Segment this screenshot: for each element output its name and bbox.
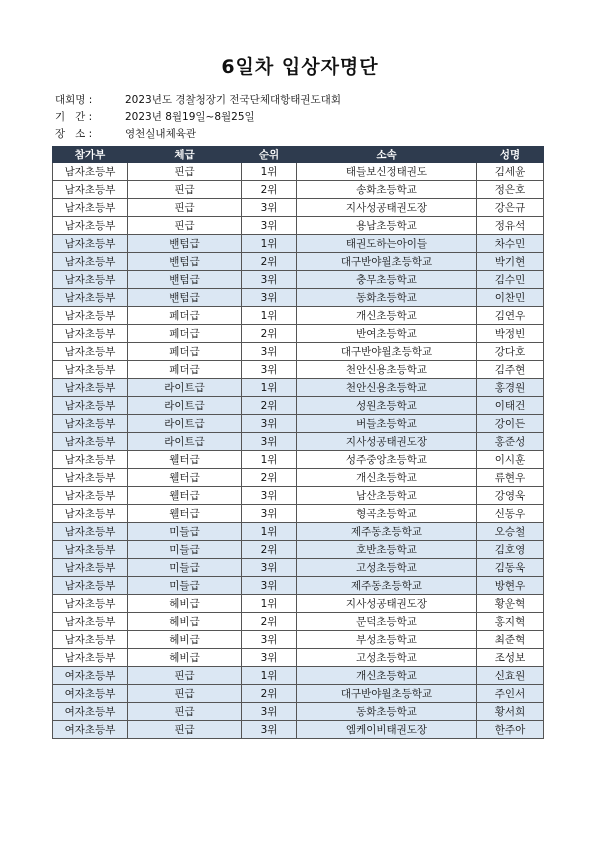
table-row [53, 379, 544, 397]
cell-division: 여자초등부 [53, 703, 128, 721]
cell-weight-class: 페더급 [128, 361, 242, 379]
cell-weight-class: 핀급 [128, 181, 242, 199]
cell-name: 한주아 [477, 721, 544, 739]
table-row [53, 703, 544, 721]
cell-affiliation: 고성초등학교 [297, 649, 477, 667]
table-row [53, 559, 544, 577]
cell-division: 남자초등부 [53, 379, 128, 397]
table-row [53, 451, 544, 469]
info-row-period [55, 109, 341, 126]
cell-name: 최준혁 [477, 631, 544, 649]
table-row [53, 433, 544, 451]
cell-weight-class: 핀급 [128, 703, 242, 721]
cell-weight-class: 라이트급 [128, 397, 242, 415]
table-row [53, 541, 544, 559]
cell-rank: 2위 [242, 613, 297, 631]
header-rank: 순위 [242, 147, 297, 163]
cell-name: 강이든 [477, 415, 544, 433]
cell-name: 홍지혁 [477, 613, 544, 631]
winners-table [52, 146, 544, 739]
cell-weight-class: 밴텀급 [128, 253, 242, 271]
info-value: 2023년 8월19일~8월25일 [125, 111, 255, 123]
cell-rank: 1위 [242, 163, 297, 181]
cell-rank: 3위 [242, 217, 297, 235]
cell-affiliation: 대구반야월초등학교 [297, 253, 477, 271]
page-title: 6일차 입상자명단 [221, 56, 379, 78]
cell-weight-class: 미들급 [128, 523, 242, 541]
cell-division: 남자초등부 [53, 415, 128, 433]
cell-weight-class: 라이트급 [128, 415, 242, 433]
cell-weight-class: 핀급 [128, 199, 242, 217]
cell-affiliation: 천안신용초등학교 [297, 361, 477, 379]
table-row [53, 343, 544, 361]
cell-rank: 1위 [242, 451, 297, 469]
cell-division: 남자초등부 [53, 541, 128, 559]
cell-name: 이찬민 [477, 289, 544, 307]
cell-rank: 3위 [242, 577, 297, 595]
table-row [53, 595, 544, 613]
table-row [53, 325, 544, 343]
cell-name: 조성보 [477, 649, 544, 667]
cell-division: 남자초등부 [53, 433, 128, 451]
cell-name: 이시훈 [477, 451, 544, 469]
cell-rank: 3위 [242, 505, 297, 523]
cell-weight-class: 밴텀급 [128, 271, 242, 289]
cell-division: 남자초등부 [53, 631, 128, 649]
cell-weight-class: 헤비급 [128, 649, 242, 667]
cell-division: 남자초등부 [53, 253, 128, 271]
cell-name: 김호영 [477, 541, 544, 559]
cell-affiliation: 대구반야월초등학교 [297, 685, 477, 703]
header-division: 참가부 [53, 147, 128, 163]
cell-division: 남자초등부 [53, 559, 128, 577]
cell-affiliation: 태권도하는아이들 [297, 235, 477, 253]
cell-affiliation: 성원초등학교 [297, 397, 477, 415]
cell-name: 홍준성 [477, 433, 544, 451]
cell-weight-class: 밴텀급 [128, 235, 242, 253]
cell-affiliation: 개신초등학교 [297, 667, 477, 685]
cell-division: 남자초등부 [53, 199, 128, 217]
cell-name: 김주현 [477, 361, 544, 379]
cell-rank: 3위 [242, 415, 297, 433]
cell-affiliation: 개신초등학교 [297, 469, 477, 487]
cell-division: 남자초등부 [53, 307, 128, 325]
cell-division: 남자초등부 [53, 613, 128, 631]
header-weight-class: 체급 [128, 147, 242, 163]
cell-division: 남자초등부 [53, 181, 128, 199]
cell-affiliation: 제주동초등학교 [297, 577, 477, 595]
cell-rank: 2위 [242, 685, 297, 703]
cell-affiliation: 버들초등학교 [297, 415, 477, 433]
cell-division: 남자초등부 [53, 361, 128, 379]
cell-division: 남자초등부 [53, 595, 128, 613]
cell-weight-class: 웰터급 [128, 505, 242, 523]
table-row [53, 631, 544, 649]
table-row [53, 235, 544, 253]
table-row [53, 487, 544, 505]
cell-rank: 1위 [242, 235, 297, 253]
cell-rank: 3위 [242, 433, 297, 451]
cell-affiliation: 문덕초등학교 [297, 613, 477, 631]
cell-affiliation: 천안신용초등학교 [297, 379, 477, 397]
table-row [53, 649, 544, 667]
cell-weight-class: 핀급 [128, 217, 242, 235]
cell-rank: 3위 [242, 631, 297, 649]
cell-rank: 1위 [242, 379, 297, 397]
cell-rank: 3위 [242, 649, 297, 667]
cell-name: 김수민 [477, 271, 544, 289]
cell-name: 김세윤 [477, 163, 544, 181]
table-row [53, 271, 544, 289]
table-row [53, 505, 544, 523]
cell-name: 주인서 [477, 685, 544, 703]
cell-weight-class: 헤비급 [128, 613, 242, 631]
table-header-row [53, 147, 544, 163]
event-info [55, 92, 341, 143]
cell-affiliation: 반여초등학교 [297, 325, 477, 343]
cell-weight-class: 미들급 [128, 541, 242, 559]
cell-division: 남자초등부 [53, 451, 128, 469]
cell-rank: 1위 [242, 667, 297, 685]
cell-weight-class: 핀급 [128, 667, 242, 685]
cell-weight-class: 웰터급 [128, 451, 242, 469]
cell-weight-class: 웰터급 [128, 469, 242, 487]
cell-division: 남자초등부 [53, 163, 128, 181]
cell-affiliation: 충무초등학교 [297, 271, 477, 289]
cell-affiliation: 엠케이비태권도장 [297, 721, 477, 739]
cell-weight-class: 밴텀급 [128, 289, 242, 307]
table-row [53, 163, 544, 181]
table-row [53, 181, 544, 199]
cell-name: 신효원 [477, 667, 544, 685]
cell-rank: 1위 [242, 595, 297, 613]
info-row-event-name [55, 92, 341, 109]
cell-rank: 3위 [242, 361, 297, 379]
cell-affiliation: 제주동초등학교 [297, 523, 477, 541]
info-value: 영천실내체육관 [125, 128, 197, 140]
table-row [53, 613, 544, 631]
cell-affiliation: 성주중앙초등학교 [297, 451, 477, 469]
cell-affiliation: 부성초등학교 [297, 631, 477, 649]
table-row [53, 397, 544, 415]
cell-weight-class: 미들급 [128, 577, 242, 595]
cell-name: 정유석 [477, 217, 544, 235]
cell-division: 남자초등부 [53, 235, 128, 253]
cell-rank: 3위 [242, 559, 297, 577]
cell-name: 김연우 [477, 307, 544, 325]
cell-affiliation: 태들보신정태권도 [297, 163, 477, 181]
cell-weight-class: 헤비급 [128, 595, 242, 613]
info-value: 2023년도 경찰청장기 전국단체대항태권도대회 [125, 94, 341, 106]
cell-division: 여자초등부 [53, 667, 128, 685]
table-row [53, 361, 544, 379]
table-row [53, 721, 544, 739]
cell-division: 남자초등부 [53, 523, 128, 541]
cell-name: 신동우 [477, 505, 544, 523]
cell-weight-class: 페더급 [128, 343, 242, 361]
cell-name: 홍경원 [477, 379, 544, 397]
cell-affiliation: 남산초등학교 [297, 487, 477, 505]
cell-weight-class: 라이트급 [128, 433, 242, 451]
cell-affiliation: 용남초등학교 [297, 217, 477, 235]
cell-affiliation: 고성초등학교 [297, 559, 477, 577]
cell-weight-class: 핀급 [128, 163, 242, 181]
cell-name: 오승철 [477, 523, 544, 541]
cell-rank: 1위 [242, 307, 297, 325]
cell-affiliation: 동화초등학교 [297, 703, 477, 721]
cell-division: 남자초등부 [53, 271, 128, 289]
cell-division: 여자초등부 [53, 685, 128, 703]
info-label: 기 간 : [55, 111, 93, 123]
table-row [53, 217, 544, 235]
cell-division: 남자초등부 [53, 487, 128, 505]
cell-rank: 3위 [242, 343, 297, 361]
cell-division: 남자초등부 [53, 469, 128, 487]
table-row [53, 415, 544, 433]
cell-rank: 1위 [242, 523, 297, 541]
cell-division: 남자초등부 [53, 343, 128, 361]
cell-rank: 2위 [242, 253, 297, 271]
cell-rank: 2위 [242, 181, 297, 199]
cell-name: 강영욱 [477, 487, 544, 505]
table-row [53, 289, 544, 307]
cell-weight-class: 라이트급 [128, 379, 242, 397]
cell-name: 황운혁 [477, 595, 544, 613]
cell-name: 차수민 [477, 235, 544, 253]
cell-weight-class: 헤비급 [128, 631, 242, 649]
table-row [53, 523, 544, 541]
cell-name: 김동욱 [477, 559, 544, 577]
cell-division: 남자초등부 [53, 577, 128, 595]
info-label: 장 소 : [55, 128, 93, 140]
table-row [53, 577, 544, 595]
cell-weight-class: 미들급 [128, 559, 242, 577]
cell-rank: 2위 [242, 325, 297, 343]
cell-division: 남자초등부 [53, 649, 128, 667]
table-row [53, 253, 544, 271]
table-row [53, 307, 544, 325]
header-name: 성명 [477, 147, 544, 163]
header-affiliation: 소속 [297, 147, 477, 163]
cell-weight-class: 핀급 [128, 685, 242, 703]
cell-rank: 3위 [242, 289, 297, 307]
cell-affiliation: 지사성공태권도장 [297, 595, 477, 613]
cell-affiliation: 대구반야월초등학교 [297, 343, 477, 361]
table-row [53, 667, 544, 685]
cell-name: 방현우 [477, 577, 544, 595]
cell-division: 남자초등부 [53, 397, 128, 415]
cell-rank: 3위 [242, 199, 297, 217]
cell-rank: 3위 [242, 703, 297, 721]
cell-weight-class: 웰터급 [128, 487, 242, 505]
cell-affiliation: 개신초등학교 [297, 307, 477, 325]
info-label: 대회명 : [55, 94, 93, 106]
cell-name: 강다호 [477, 343, 544, 361]
table-row [53, 469, 544, 487]
table-body [53, 163, 544, 739]
table-row [53, 685, 544, 703]
cell-affiliation: 지사성공태권도장 [297, 199, 477, 217]
cell-name: 이태건 [477, 397, 544, 415]
cell-name: 박정빈 [477, 325, 544, 343]
cell-rank: 3위 [242, 271, 297, 289]
cell-division: 남자초등부 [53, 289, 128, 307]
cell-rank: 2위 [242, 541, 297, 559]
cell-name: 류현우 [477, 469, 544, 487]
cell-rank: 2위 [242, 397, 297, 415]
cell-affiliation: 호반초등학교 [297, 541, 477, 559]
cell-affiliation: 형곡초등학교 [297, 505, 477, 523]
cell-division: 남자초등부 [53, 505, 128, 523]
cell-rank: 2위 [242, 469, 297, 487]
cell-weight-class: 페더급 [128, 307, 242, 325]
cell-name: 황서희 [477, 703, 544, 721]
cell-name: 강은규 [477, 199, 544, 217]
cell-name: 정은호 [477, 181, 544, 199]
cell-division: 여자초등부 [53, 721, 128, 739]
cell-division: 남자초등부 [53, 217, 128, 235]
cell-rank: 3위 [242, 487, 297, 505]
cell-affiliation: 동화초등학교 [297, 289, 477, 307]
info-row-venue [55, 126, 341, 143]
cell-affiliation: 지사성공태권도장 [297, 433, 477, 451]
cell-weight-class: 핀급 [128, 721, 242, 739]
cell-affiliation: 송화초등학교 [297, 181, 477, 199]
cell-weight-class: 페더급 [128, 325, 242, 343]
cell-division: 남자초등부 [53, 325, 128, 343]
table-row [53, 199, 544, 217]
cell-name: 박기현 [477, 253, 544, 271]
cell-rank: 3위 [242, 721, 297, 739]
